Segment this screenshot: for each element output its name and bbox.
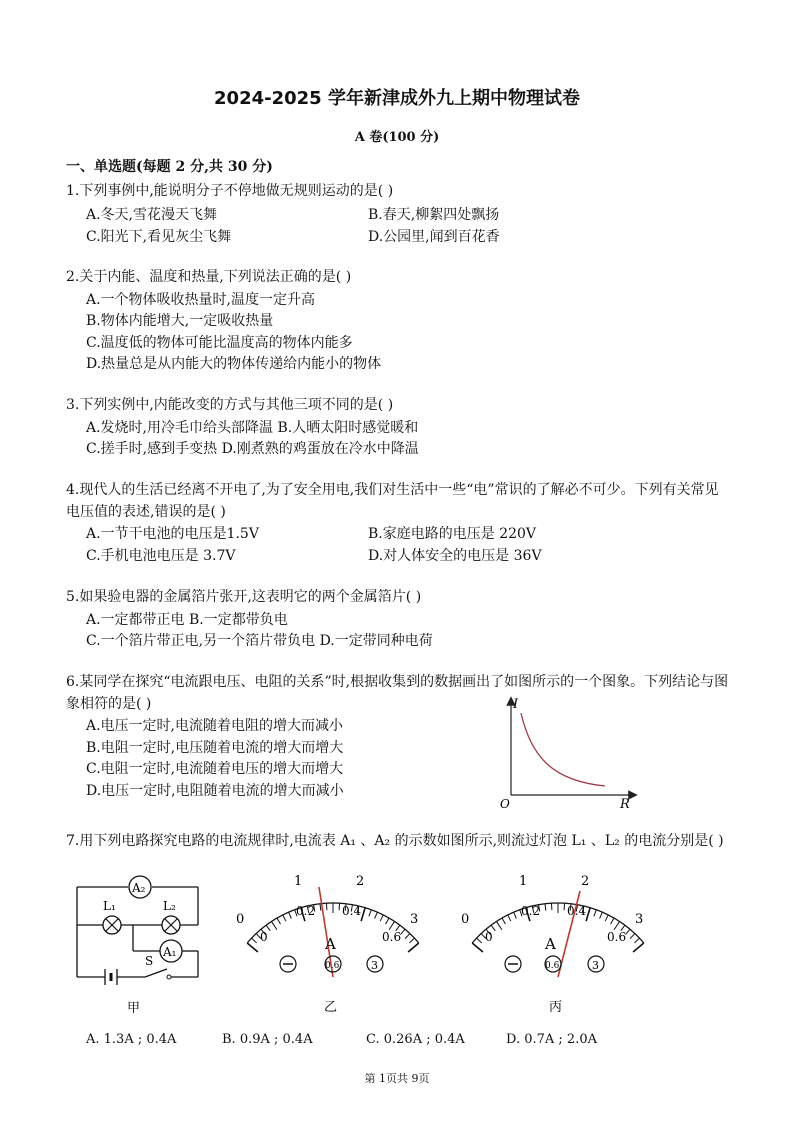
- question-4-option-b: B.家庭电路的电压是 220V: [368, 526, 537, 542]
- dial-c-scale-tick: [496, 921, 501, 929]
- dial-b-scale-tick: [271, 921, 276, 929]
- dial-c-big-tick-3: 3: [635, 912, 644, 927]
- dial-b-big-tick-0: 0: [236, 912, 245, 927]
- switch-label: S: [145, 954, 154, 968]
- ammeter-a1-symbol: [160, 940, 182, 962]
- graph-x-label: R: [620, 797, 630, 810]
- dial-b-caption: 乙: [324, 1000, 338, 1015]
- dial-b-scale-tick: [389, 921, 394, 929]
- graph-origin-label: O: [500, 797, 510, 810]
- question-5-options-cd: C.一个箔片带正电,另一个箔片带负电 D.一定带同种电荷: [86, 633, 433, 649]
- dial-c-scale-tick: [586, 908, 590, 921]
- question-6-stem-line-1: 6.某同学在探究“电流跟电压、电阻的关系”时,根据收集到的数据画出了如图所示的一个图象。下列结论与图: [66, 674, 729, 690]
- lamp-l1-symbol: [103, 899, 121, 934]
- dial-c-small-tick-0: 0: [485, 930, 493, 944]
- circuit-caption: 甲: [127, 1001, 141, 1015]
- question-1-option-d: D.公园里,闻到百花香: [368, 229, 500, 245]
- dial-b-terminal-3: [367, 956, 383, 972]
- lamp-l2-symbol: [162, 899, 180, 934]
- dial-b-small-tick-1: 0.2: [296, 904, 316, 918]
- dial-c-small-tick-1: 0.2: [521, 904, 541, 918]
- dial-b-scale-tick: [289, 912, 292, 918]
- question-7-option-a: A. 1.3A ; 0.4A: [86, 1032, 177, 1047]
- dial-c-big-tick-1: 1: [519, 874, 528, 889]
- dial-b-scale-tick: [386, 918, 390, 924]
- svg-text:0.6: 0.6: [325, 961, 340, 971]
- question-4-stem-line-1: 4.现代人的生活已经离不开电了,为了安全用电,我们对生活中一些“电”常识的了解必不可少。下列有关常见: [66, 482, 719, 498]
- dial-b-small-tick-2: 0.4: [342, 904, 362, 918]
- dial-c-scale-tick: [625, 929, 629, 934]
- dial-c-scale-tick: [633, 943, 644, 952]
- question-3-options-cd: C.搓手时,感到手变热 D.刚煮熟的鸡蛋放在冷水中降温: [86, 441, 419, 457]
- svg-text:L₁: L₁: [103, 899, 116, 913]
- question-5-stem: 5.如果验电器的金属箔片张开,这表明它的两个金属箔片( ): [66, 589, 422, 605]
- question-7-option-d: D. 0.7A ; 2.0A: [506, 1032, 597, 1047]
- exam-title: 2024-2025 学年新津成外九上期中物理试卷: [214, 88, 580, 109]
- dial-b-big-tick-3: 3: [410, 912, 419, 927]
- ammeter-a2-symbol: [129, 876, 151, 898]
- svg-text:3: 3: [592, 959, 599, 972]
- dial-b-scale-tick: [409, 938, 414, 943]
- dial-c-big-tick-2: 2: [581, 874, 590, 889]
- question-6-option-d: D.电压一定时,电阻随着电流的增大而减小: [86, 783, 344, 799]
- dial-c-big-tick-0: 0: [461, 912, 470, 927]
- exam-subtitle: A 卷(100 分): [354, 130, 440, 145]
- switch-contact: [167, 975, 171, 979]
- dial-c-terminal-3: [588, 956, 604, 972]
- page-footer: 第 1页共 9页: [364, 1072, 430, 1085]
- question-5-options-ab: A.一定都带正电 B.一定都带负电: [86, 612, 288, 628]
- dial-b-small-tick-3: 0.6: [382, 930, 402, 944]
- dial-c-scale-tick: [611, 918, 615, 924]
- svg-text:L₂: L₂: [163, 899, 176, 913]
- question-3-options-ab: A.发烧时,用冷毛巾给头部降温 B.人晒太阳时感觉暖和: [86, 420, 419, 436]
- dial-b-scale-tick: [369, 910, 371, 917]
- question-2-option-c: C.温度低的物体可能比温度高的物体内能多: [86, 335, 353, 351]
- question-4-option-a: A.一节干电池的电压是1.5V: [86, 526, 259, 542]
- question-1-stem: 1.下列事例中,能说明分子不停地做无规则运动的是( ): [66, 183, 394, 199]
- dial-c-small-tick-3: 0.6: [607, 930, 627, 944]
- dial-c-scale-tick: [477, 938, 482, 943]
- battery-symbol: [105, 969, 117, 985]
- dial-b-big-tick-1: 1: [294, 874, 303, 889]
- question-6-stem-line-2: 象相符的是( ): [66, 696, 152, 712]
- question-4-option-c: C.手机电池电压是 3.7V: [86, 548, 236, 564]
- dial-b-scale-tick: [361, 908, 365, 921]
- dial-c-scale-tick: [594, 910, 596, 917]
- question-1-option-c: C.阳光下,看见灰尘飞舞: [86, 229, 232, 245]
- question-2-stem: 2.关于内能、温度和热量,下列说法正确的是( ): [66, 269, 352, 285]
- dial-b-scale-tick: [277, 918, 281, 924]
- dial-c-caption: 丙: [549, 1000, 563, 1015]
- question-6-option-b: B.电阻一定时,电压随着电流的增大而增大: [86, 740, 344, 756]
- question-7-stem: 7.用下列电路探究电路的电流规律时,电流表 A₁ 、A₂ 的示数如图所示,则流过灯泡 L₁ 、L₂ 的电流分别是( ): [66, 833, 724, 849]
- graph-curve: [521, 713, 605, 786]
- dial-c-scale-tick: [545, 904, 546, 911]
- question-3-stem: 3.下列实例中,内能改变的方式与其他三项不同的是( ): [66, 397, 394, 413]
- question-2-option-b: B.物体内能增大,一定吸收热量: [86, 313, 274, 329]
- question-6-option-a: A.电压一定时,电流随着电阻的增大而减小: [86, 718, 344, 734]
- graph-y-label: I: [513, 697, 519, 712]
- dial-c-scale-tick: [502, 918, 506, 924]
- svg-text:A₁: A₁: [163, 945, 177, 959]
- dial-b-small-tick-0: 0: [260, 930, 268, 944]
- dial-b-big-tick-2: 2: [356, 874, 365, 889]
- question-7-option-b: B. 0.9A ; 0.4A: [222, 1032, 313, 1047]
- svg-text:3: 3: [371, 959, 378, 972]
- dial-c-terminal-0.6: [545, 956, 561, 972]
- circuit-diagram: [65, 865, 210, 1015]
- question-2-option-d: D.热量总是从内能大的物体传递给内能小的物体: [86, 356, 382, 372]
- dial-c-scale-tick: [605, 915, 608, 921]
- dial-c-scale-tick: [630, 934, 635, 939]
- dial-c-scale-tick: [614, 921, 619, 929]
- question-6-option-c: C.电阻一定时,电流随着电压的增大而增大: [86, 761, 344, 777]
- dial-b-scale-tick: [252, 938, 257, 943]
- dial-b-unit: A: [325, 935, 336, 953]
- dial-b-scale-tick: [283, 915, 286, 921]
- ammeter-dial-c: [455, 865, 655, 1020]
- dial-c-scale-tick: [508, 915, 511, 921]
- question-2-option-a: A.一个物体吸收热量时,温度一定升高: [86, 292, 316, 308]
- question-1-option-b: B.春天,柳絮四处飘扬: [368, 207, 500, 223]
- dial-c-scale-tick: [514, 912, 517, 918]
- dial-c-scale-tick: [634, 938, 639, 943]
- question-4-stem-line-2: 电压值的表述,错误的是( ): [66, 504, 226, 520]
- dial-b-scale-tick: [380, 915, 383, 921]
- dial-c-scale-tick: [600, 912, 603, 918]
- dial-b-terminal-negative: [280, 956, 296, 972]
- svg-text:0.6: 0.6: [545, 961, 560, 971]
- section-heading: 一、单选题(每题 2 分,共 30 分): [66, 159, 273, 175]
- dial-c-terminal-negative: [505, 956, 521, 972]
- dial-b-scale-tick: [405, 934, 410, 939]
- current-resistance-graph: [495, 695, 645, 810]
- question-7-option-c: C. 0.26A ; 0.4A: [366, 1032, 465, 1047]
- dial-c-scale-tick: [472, 943, 483, 952]
- dial-b-terminal-0.6: [325, 956, 341, 972]
- dial-b-scale-tick: [408, 943, 419, 952]
- svg-text:A₂: A₂: [132, 881, 146, 895]
- question-4-option-d: D.对人体安全的电压是 36V: [368, 548, 542, 564]
- question-1-option-a: A.冬天,雪花漫天飞舞: [86, 207, 218, 223]
- ammeter-dial-b: [230, 865, 430, 1020]
- dial-b-scale-tick: [247, 943, 258, 952]
- dial-b-scale-tick: [375, 912, 378, 918]
- dial-b-scale-tick: [320, 904, 321, 911]
- dial-c-small-tick-2: 0.4: [567, 904, 587, 918]
- dial-c-unit: A: [545, 935, 556, 953]
- dial-b-scale-tick: [400, 929, 404, 934]
